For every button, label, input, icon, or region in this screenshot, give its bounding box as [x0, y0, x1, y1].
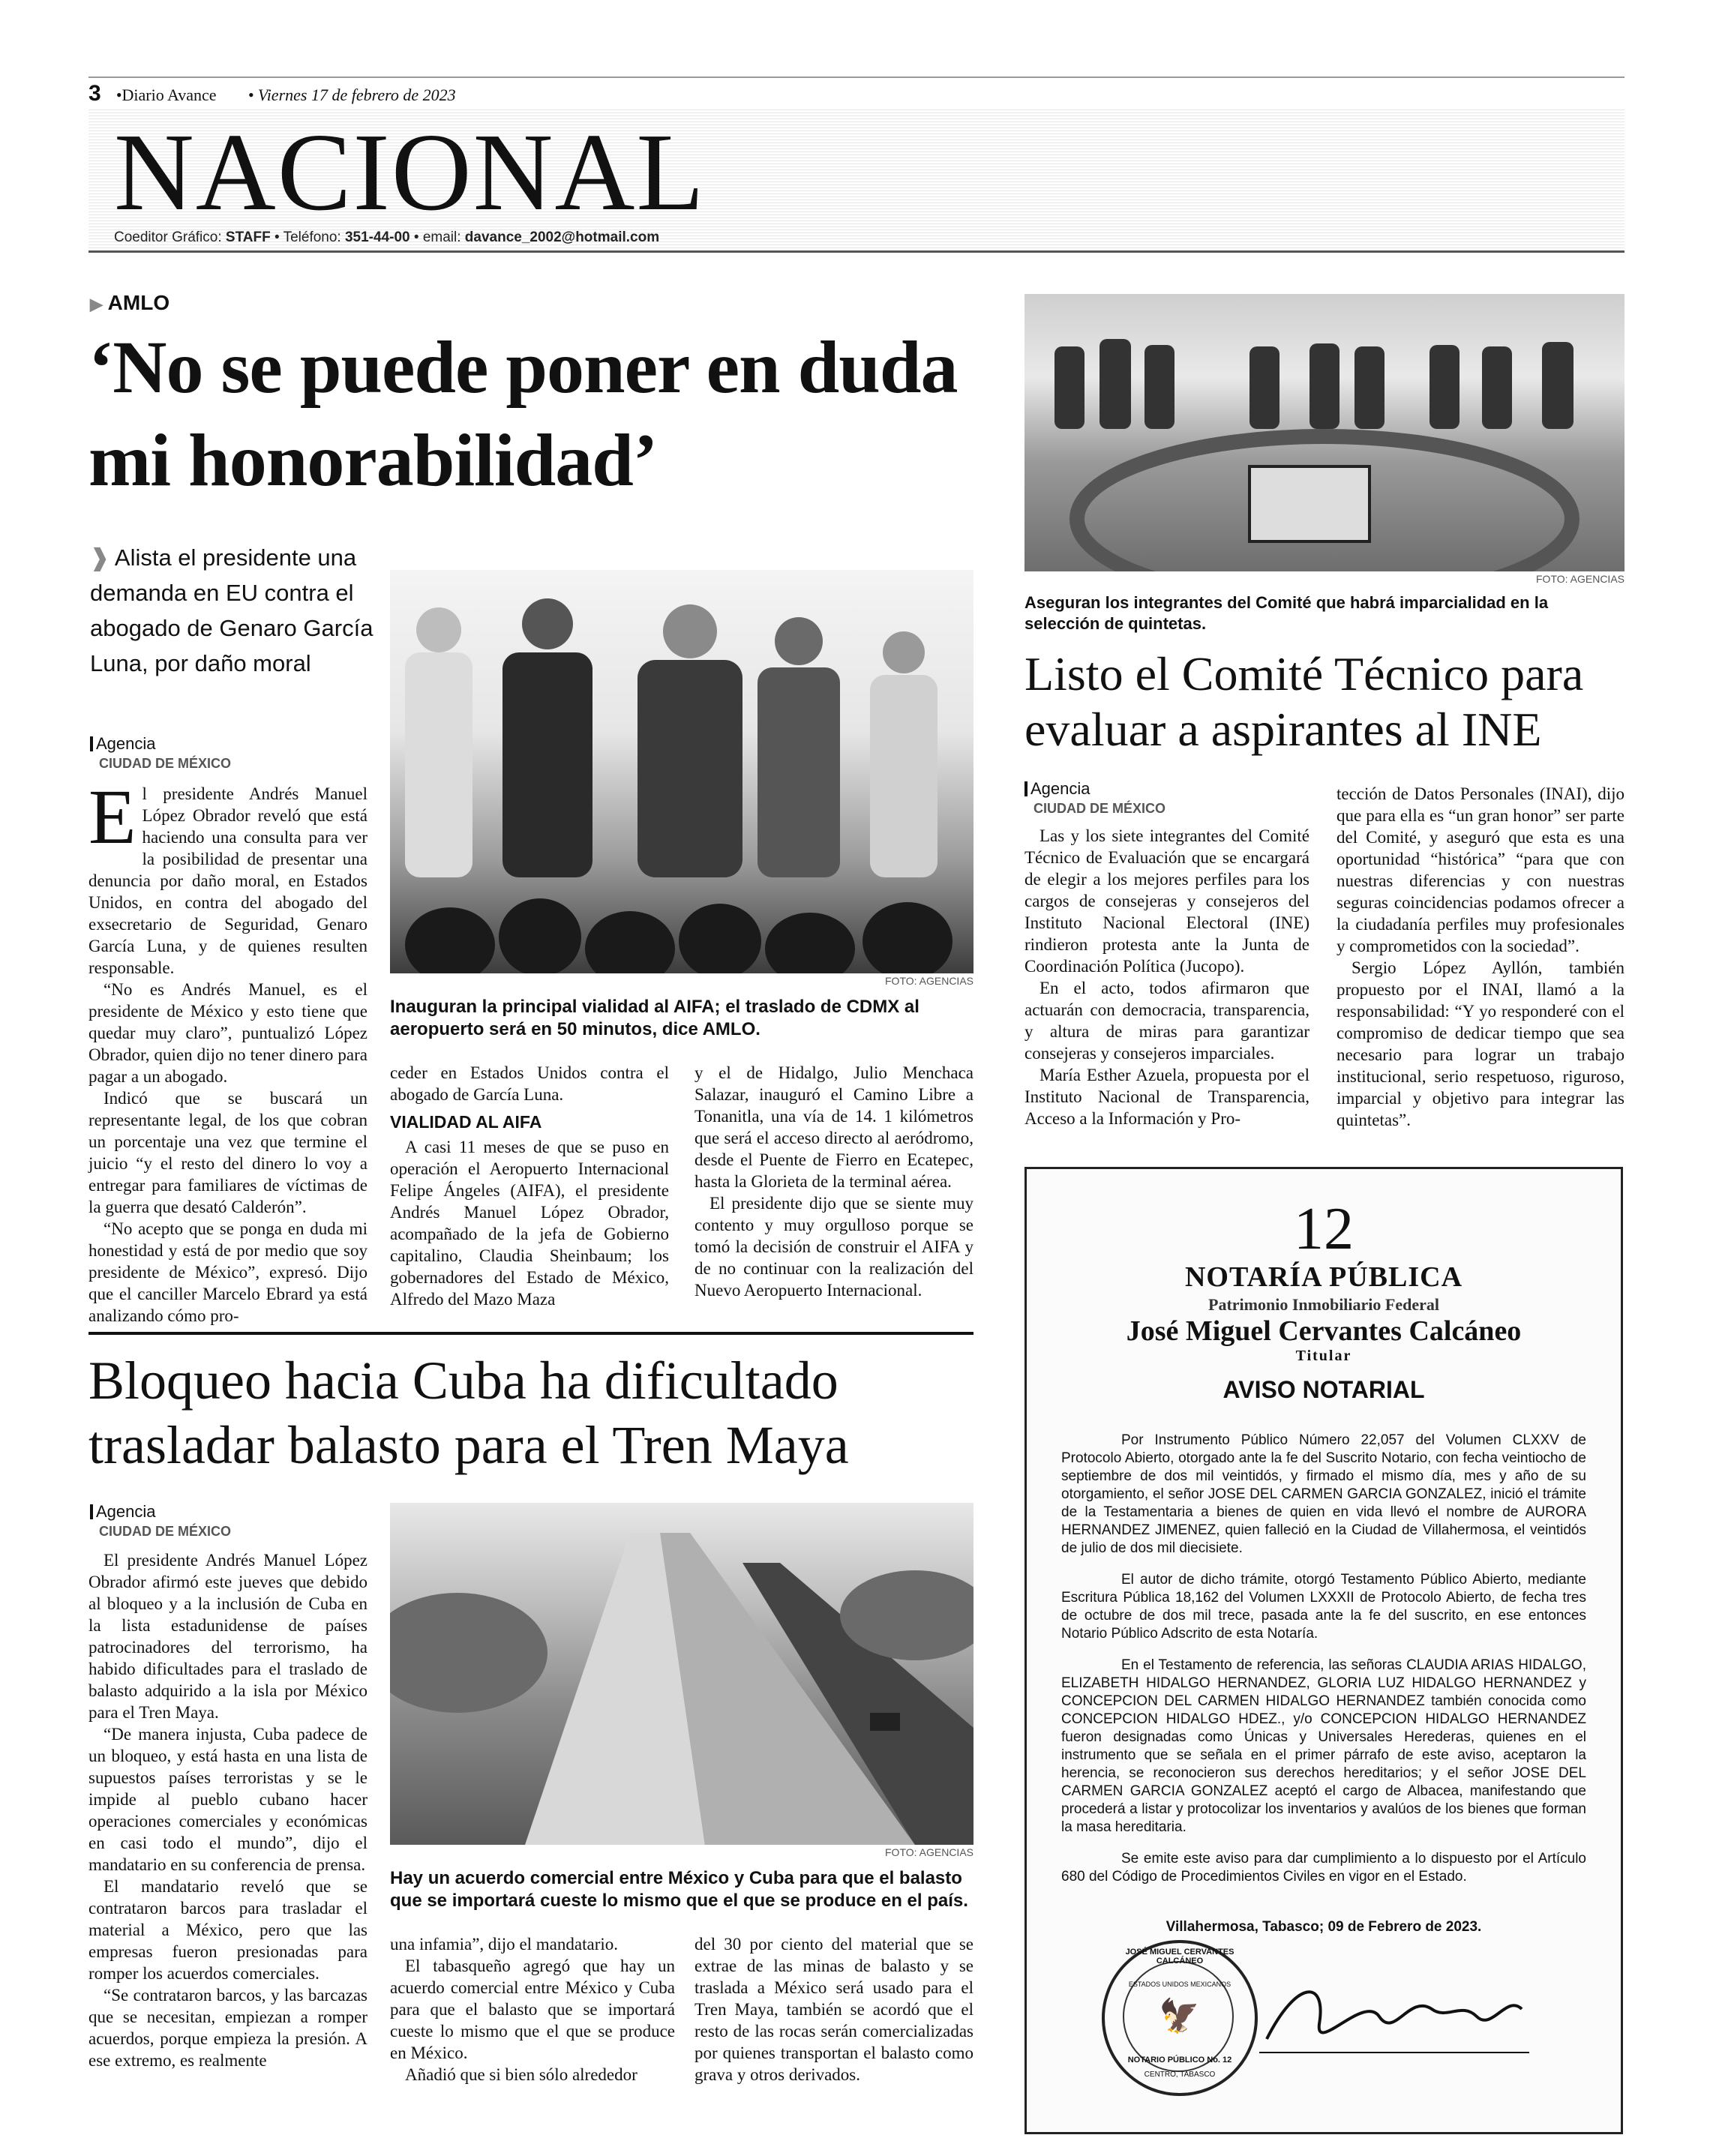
credits-line [114, 229, 659, 246]
dropcap: E [88, 774, 136, 860]
paragraph: Indicó que se buscará un representante legal, de los que cobran un porcentaje una vez que termine el juicio “y el resto del dinero lo voy a entregar para familiares de víctimas de la guerra que desató Calderón”. [88, 1089, 368, 1216]
credits-label: Coeditor Gráfico: [114, 229, 222, 245]
paragraph: una infamia”, dijo el mandatario. [390, 1935, 618, 1954]
story1-headline: ‘No se puede poner en duda mi honorabilidad’ [88, 325, 958, 502]
story2-headline: Listo el Comité Técnico para evaluar a aspirantes al INE [1024, 647, 1584, 756]
notary-subtitle: Patrimonio Inmobiliario Federal [1208, 1295, 1439, 1314]
paragraph: “No acepto que se ponga en duda mi honestidad y está de por medio que soy presidente de México”, expresó. Dijo que el canciller Marcelo Ebrard ya está analizando cómo pro- [88, 1219, 368, 1325]
byline-source: Agencia [1030, 779, 1090, 798]
aifa-photo-caption: Inauguran la principal vialidad al AIFA; el traslado de CDMX al aeropuerto será en 50 minutos, dice AMLO. [390, 997, 920, 1039]
story-divider [88, 1332, 974, 1335]
notary-ad [1024, 1167, 1623, 2134]
story1-col2 [390, 1062, 669, 1310]
phone-label: • Teléfono: [274, 229, 341, 245]
byline-bar [90, 1504, 93, 1519]
seal-name: JOSÉ MIGUEL CERVANTES CALCÁNEO [1125, 1948, 1234, 1966]
tren-maya-photo [390, 1503, 974, 1845]
paragraph: “Se contrataron barcos, y las barcazas que se necesitan, empiezan a romper acuerdos, porque empieza la presión. A ese extremo, es realmente [88, 1986, 368, 2070]
committee-photo-scene [1024, 294, 1624, 571]
paragraph: El presidente dijo que se siente muy contento y muy orgulloso porque se tomó la decisión de construir el AIFA y de no continuar con la realización del Nuevo Aeropuerto Internacional. [694, 1194, 974, 1300]
deck-text: Alista el presidente una demanda en EU contra el abogado de Genaro García Luna, por daño moral [90, 544, 374, 676]
eagle-emblem-icon: 🦅 [1159, 1997, 1200, 2035]
paragraph: l presidente Andrés Manuel López Obrador reveló que está haciendo una consulta para ver la posibilidad de presentar una denuncia por daño moral, en Estados Unidos, en contra del abogado del exsecretario de Seguridad, Genaro García Luna, y de quienes resulten responsable. [88, 784, 368, 977]
paragraph: El presidente Andrés Manuel López Obrador afirmó este jueves que debido al bloqueo y a la inclusión de Cuba en la lista estadunidense de países patrocinadores del terrorismo, ha habido dificultades para el traslado de balasto adquirido a la isla por México para el Tren Maya. [88, 1551, 368, 1722]
committee-photo [1024, 294, 1624, 571]
byline-source: Agencia [96, 1502, 156, 1521]
byline-city: CIUDAD DE MÉXICO [99, 756, 232, 771]
page-number: 3 [88, 81, 101, 106]
email-address: davance_2002@hotmail.com [464, 229, 660, 245]
notary-paragraph: En el Testamento de referencia, las señoras CLAUDIA ARIAS HIDALGO, ELIZABETH HIDALGO HERNANDEZ, GLORIA LUZ HIDALGO HERNANDEZ y CONCEPCION DEL CARMEN HIDALGO HERNANDEZ también conocida como CONCEPCION HIDALGO HDEZ., y/o CONCEPCION HIDALGO HERNANDEZ fueron designadas como Únicas y Universales Herederas, quienes en el instrumento que se señala en el primer párrafo de este aviso, aceptaron la herencia, se reconocieron sus derechos hereditarios; y el señor JOSE DEL CARMEN GARCIA GONZALEZ aceptó el cargo de Albacea, manifestando que procederá a listar y protocolizar los inventarios y avalúos de los bienes que forman la masa hereditaria. [1061, 1657, 1586, 1835]
notary-paragraph: Se emite este aviso para dar cumplimiento a lo dispuesto por el Artículo 680 del Código de Procedimientos Civiles en vigor en el Estado. [1061, 1851, 1586, 1885]
notary-name: José Miguel Cervantes Calcáneo [1126, 1315, 1522, 1347]
paper-name: •Diario Avance [116, 85, 217, 104]
story3-col1 [88, 1549, 368, 2071]
byline-bar [90, 736, 93, 751]
paragraph: y el de Hidalgo, Julio Menchaca Salazar, inauguró el Camino Libre a Tonanitla, una vía de 14. 1 kilómetros que será el acceso directo al aeródromo, desde el Puente de Fierro en Ecatepec, hasta la Glorieta de la terminal aérea. [694, 1063, 974, 1191]
header-rule [88, 250, 1624, 253]
story1-byline [90, 735, 231, 772]
paragraph: El mandatario reveló que se contrataron barcos para trasladar el material a México, pero que las empresas fueron presionadas para romper los acuerdos comerciales. [88, 1877, 368, 1983]
seal-place: CENTRO, TABASCO [1144, 2071, 1216, 2079]
story3-byline [90, 1503, 231, 1540]
notary-paragraph: El autor de dicho trámite, otorgó Testamento Público Abierto, mediante Escritura Pública 18,162 del Volumen LXXXII de Protocolo Abierto, de fecha tres de octubre de dos mil trece, pasada ante la fe del suscrito, en ese entonces Notario Público Adscrito de esta Notaría. [1061, 1572, 1586, 1642]
aifa-photo-scene [390, 570, 974, 973]
story2-byline [1024, 780, 1166, 817]
notary-role: Titular [1295, 1348, 1352, 1364]
credits-staff: STAFF [225, 229, 271, 245]
paragraph: El tabasqueño agregó que hay un acuerdo comercial entre México y Cuba para que el balasto que se importará cueste lo mismo que el que se produce en México. [390, 1957, 675, 2062]
story2-col2 [1336, 783, 1624, 1131]
signature [1252, 1964, 1537, 2069]
paragraph: María Esther Azuela, propuesta por el Instituto Nacional de Transparencia, Acceso a la Información y Pro- [1024, 1066, 1310, 1128]
top-rule [88, 76, 1624, 78]
byline-source: Agencia [96, 734, 156, 753]
story2-col1 [1024, 825, 1310, 1129]
paragraph: Sergio López Ayllón, también propuesto por el INAI, llamó a la responsabilidad: “Y yo responderé con el compromiso de dedicar tiempo que sea necesario para lograr un trabajo institucional, serio respetuoso, riguroso, imparcial y objetivo para integrar las quintetas”. [1336, 958, 1624, 1129]
kicker-arrow-icon: ▶ [90, 295, 103, 313]
paragraph: ceder en Estados Unidos contra el abogado de García Luna. [390, 1063, 669, 1104]
story1-deck [90, 540, 375, 681]
folio [88, 81, 456, 106]
byline-bar [1024, 781, 1028, 796]
subhead: VIALIDAD AL AIFA [390, 1112, 542, 1132]
place-date: Villahermosa, Tabasco; 09 de Febrero de 2023. [1166, 1919, 1482, 1935]
section-title: NACIONAL [114, 111, 706, 234]
deck-marker-icon: ❱ [90, 544, 110, 571]
committee-photo-credit: FOTO: AGENCIAS [1536, 573, 1624, 585]
aifa-photo-credit: FOTO: AGENCIAS [885, 975, 974, 987]
paragraph: “No es Andrés Manuel, es el presidente de México y esto tiene que quedar muy claro”, puntualizó López Obrador, quien dijo no tener dinero para pagar a un abogado. [88, 980, 368, 1086]
kicker-text: AMLO [107, 291, 170, 314]
story1-col3 [694, 1062, 974, 1301]
aifa-photo [390, 570, 974, 973]
tren-maya-photo-caption: Hay un acuerdo comercial entre México y Cuba para que el balasto que se importará cueste lo mismo que el que se produce en el país. [390, 1868, 968, 1911]
byline-city: CIUDAD DE MÉXICO [1034, 801, 1166, 816]
notary-body [1061, 1432, 1586, 1900]
email-label: • email: [413, 229, 461, 245]
paragraph: “De manera injusta, Cuba padece de un bloqueo, y está hasta en una lista de supuestos países terroristas y se le impide al pueblo cubano hacer operaciones comerciales y económicas en casi todo el mundo”, dijo el mandatario en su conferencia de prensa. [88, 1725, 368, 1874]
story1-col1 [88, 774, 368, 1327]
story3-col3 [694, 1933, 974, 2086]
notary-paragraph: Por Instrumento Público Número 22,057 del Volumen CLXXV de Protocolo Abierto, otorgado ante la fe del Suscrito Notario, con fecha veintiocho de septiembre de dos mil veintidós, y firmado el mismo día, mes y año de su otorgamiento, el señor JOSE DEL CARMEN GARCIA GONZALEZ, inició el trámite de la Testamentaria a bienes de quien en vida llevó el nombre de AURORA HERNANDEZ JIMENEZ, quien falleció en la Ciudad de Villahermosa, el veintidós de julio de dos mil diecisiete. [1061, 1432, 1586, 1556]
seal-notary-number: NOTARIO PÚBLICO No. 12 [1127, 2056, 1232, 2065]
notice-title: AVISO NOTARIAL [1222, 1376, 1425, 1403]
story3-col2 [390, 1933, 675, 2086]
story3-headline: Bloqueo hacia Cuba ha dificultado trasladar balasto para el Tren Maya [88, 1351, 849, 1475]
story1-kicker [90, 291, 170, 315]
seal-country: ESTADOS UNIDOS MEXICANOS [1128, 1981, 1232, 1988]
tren-maya-photo-scene [390, 1503, 974, 1845]
paragraph: del 30 por ciento del material que se extrae de las minas de balasto y se traslada a México será usado para el Tren Maya, también se acordó que el resto de las rocas serán comercializadas por quienes transportan el balasto como grava y otros derivados. [694, 1935, 974, 2084]
notary-seal [1102, 1940, 1258, 2096]
paragraph: tección de Datos Personales (INAI), dijo que para ella es “un gran honor” ser parte del Comité, y aseguró que esta es una oportunidad “histórica” “para que con nuestras diferencias y con nuestras seguras coincidencias podamos ofrecer a la ciudadanía perfiles muy profesionales y comprometidos con la sociedad”. [1336, 784, 1624, 955]
byline-city: CIUDAD DE MÉXICO [99, 1524, 232, 1539]
committee-photo-caption: Aseguran los integrantes del Comité que habrá imparcialidad en la selección de quintetas. [1024, 593, 1549, 633]
paragraph: A casi 11 meses de que se puso en operación el Aeropuerto Internacional Felipe Ángeles (AIFA), el presidente Andrés Manuel López Obrador, acompañado de la jefa de Gobierno capitalino, Claudia Sheinbaum; los gobernadores del Estado de México, Alfredo del Mazo Maza [390, 1138, 669, 1309]
tren-maya-photo-credit: FOTO: AGENCIAS [885, 1846, 974, 1858]
paragraph: Añadió que si bien sólo alrededor [405, 2065, 638, 2084]
issue-date: • Viernes 17 de febrero de 2023 [248, 85, 456, 104]
paragraph: En el acto, todos afirmaron que actuarán con democracia, transparencia, y altura de miras para garantizar consejeras y consejeros imparciales. [1024, 979, 1310, 1063]
notary-number: 12 [1294, 1196, 1354, 1262]
phone-number: 351-44-00 [344, 229, 410, 245]
notary-title: NOTARÍA PÚBLICA [1184, 1261, 1463, 1293]
paragraph: Las y los siete integrantes del Comité Técnico de Evaluación que se encargará de elegir a los mejores perfiles para los cargos de consejeras y consejeros del Instituto Nacional Electoral (INE) rindieron protesta ante la Junta de Coordinación Política (Jucopo). [1024, 826, 1310, 976]
